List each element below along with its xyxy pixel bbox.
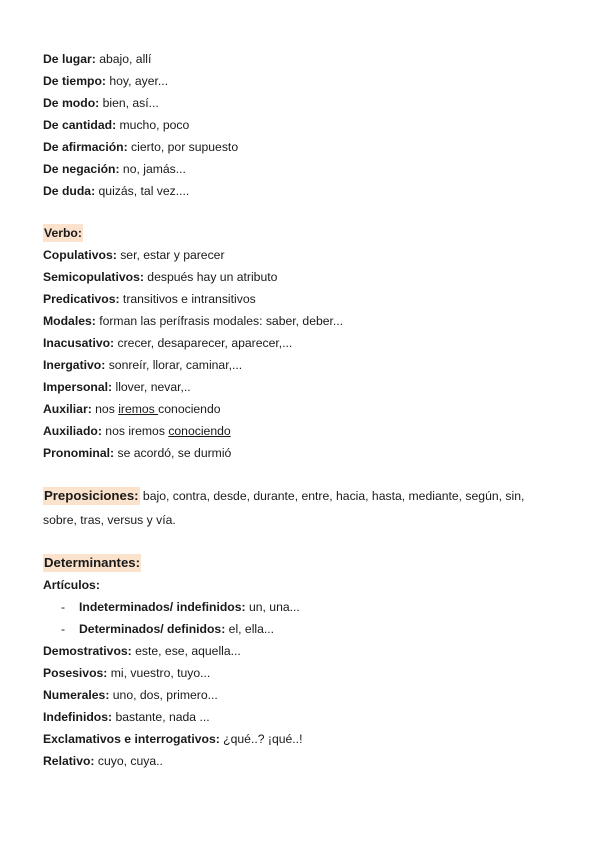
list-item [43,684,563,706]
item-text: se acordó, se durmió [114,446,232,460]
list-item [43,48,563,70]
underlined-word: iremos [118,402,159,416]
item-text: un, una... [245,600,300,614]
spacer [43,202,563,222]
item-text: nos iremos [101,424,169,438]
verb-section [43,222,563,464]
item-term: De afirmación: [43,140,128,154]
item-term: Auxiliar: [43,402,92,416]
document-page [43,48,563,772]
item-text: este, ese, aquella... [131,644,241,658]
dash-bullet: - [61,600,66,614]
list-item [43,136,563,158]
section-heading-line [43,222,563,244]
item-term: Pronominal: [43,446,115,460]
list-item [43,728,563,750]
item-term: Indefinidos: [43,710,113,724]
item-text: hoy, ayer... [105,74,169,88]
item-term: Predicativos: [43,292,120,306]
list-item [43,354,563,376]
spacer [43,464,563,484]
item-term: Exclamativos e interrogativos: [43,732,220,746]
subheading [43,574,563,596]
item-term: Inergativo: [43,358,106,372]
item-text: transitivos e intransitivos [119,292,256,306]
item-term: De tiempo: [43,74,106,88]
paragraph-text: bajo, contra, desde, durante, entre, hacia, hasta, mediante, según, sin, sobre, tras, versus y vía. [43,489,525,527]
list-item [43,70,563,92]
item-text: nos [91,402,119,416]
section-heading: Determinantes: [44,555,141,570]
item-text: crecer, desaparecer, aparecer,... [114,336,293,350]
list-item [43,750,563,772]
item-text: abajo, allí [95,52,152,66]
item-text: no, jamás... [119,162,186,176]
item-text: cierto, por supuesto [127,140,239,154]
item-text: el, ella... [225,622,275,636]
section-heading-line [43,552,563,574]
list-item [43,442,563,464]
item-term: Numerales: [43,688,110,702]
item-text: quizás, tal vez.... [95,184,190,198]
sub-list-item [43,596,563,618]
item-text: uno, dos, primero... [109,688,218,702]
spacer [43,532,563,552]
prepositions-paragraph [43,484,553,532]
item-text: bien, así... [99,96,159,110]
list-item [43,114,563,136]
item-term: Indeterminados/ indefinidos: [79,600,246,614]
item-text: cuyo, cuya.. [94,754,163,768]
item-term: Inacusativo: [43,336,115,350]
underlined-word: conociendo [168,424,231,438]
list-item [43,92,563,114]
item-text: ¿qué..? ¡qué..! [219,732,303,746]
item-text: sonreír, llorar, caminar,... [105,358,243,372]
list-item [43,662,563,684]
item-term: De cantidad: [43,118,117,132]
list-item [43,244,563,266]
item-term: De duda: [43,184,96,198]
list-item [43,640,563,662]
section-heading: Preposiciones: [44,488,139,503]
determiners-section [43,552,563,772]
item-text: forman las perífrasis modales: saber, deber... [95,314,344,328]
item-term: Impersonal: [43,380,113,394]
item-text: conociendo [158,402,221,416]
item-term: Posesivos: [43,666,108,680]
list-item [43,398,563,420]
item-text: después hay un atributo [143,270,278,284]
subheading-text: Artículos: [43,578,100,592]
item-text: mi, vuestro, tuyo... [107,666,211,680]
item-term: De negación: [43,162,120,176]
item-text: ser, estar y parecer [116,248,225,262]
item-term: Copulativos: [43,248,117,262]
list-item [43,706,563,728]
section-heading: Verbo: [44,226,82,240]
list-item [43,288,563,310]
item-term: Determinados/ definidos: [79,622,226,636]
list-item [43,376,563,398]
sub-list-item [43,618,563,640]
item-text: bastante, nada ... [112,710,210,724]
item-term: Demostrativos: [43,644,132,658]
item-term: Semicopulativos: [43,270,144,284]
item-term: Modales: [43,314,96,328]
list-item [43,266,563,288]
adverb-list [43,48,563,202]
item-term: De lugar: [43,52,96,66]
list-item [43,180,563,202]
item-text: llover, nevar,.. [112,380,191,394]
item-term: Relativo: [43,754,95,768]
list-item [43,332,563,354]
dash-bullet: - [61,622,66,636]
list-item [43,158,563,180]
item-text: mucho, poco [116,118,190,132]
item-term: De modo: [43,96,100,110]
list-item [43,420,563,442]
item-term: Auxiliado: [43,424,102,438]
list-item [43,310,563,332]
